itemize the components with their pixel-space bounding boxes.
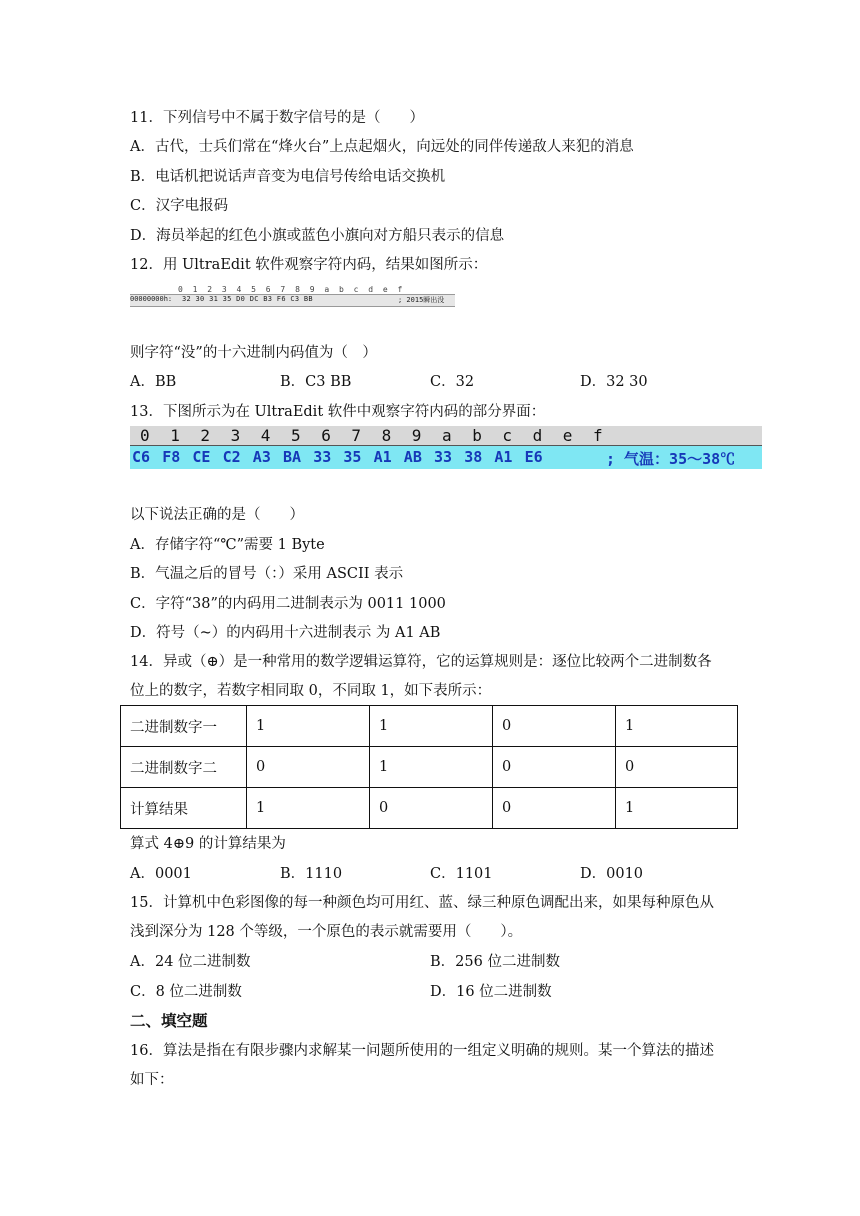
q12-question: 则字符“没”的十六进制内码值为（ ）	[130, 345, 377, 361]
table-cell: 二进制数字一	[121, 706, 247, 747]
table-cell: 1	[370, 747, 493, 788]
q13-hex-byte: C6	[132, 448, 151, 466]
table-cell: 1	[247, 788, 370, 829]
q13-question: 以下说法正确的是（ ）	[130, 507, 304, 523]
q14-question: 算式 4⊕9 的计算结果为	[130, 836, 286, 852]
table-cell: 1	[616, 788, 738, 829]
q12-hex-address: 00000000h:	[130, 295, 173, 303]
q12-option-c: C．32	[430, 374, 475, 390]
xor-table	[120, 705, 738, 829]
q14-option-a: A．0001	[130, 866, 192, 882]
table-cell: 1	[616, 706, 738, 747]
q16-line1: 16．算法是指在有限步骤内求解某一问题所使用的一组定义明确的规则。某一个算法的描述	[130, 1043, 714, 1059]
q15-option-c: C．8 位二进制数	[130, 984, 242, 1000]
table-cell: 0	[616, 747, 738, 788]
table-cell: 计算结果	[121, 788, 247, 829]
q13-hex-index-digit: c	[502, 426, 513, 445]
q13-hex-byte: A3	[252, 448, 271, 466]
q13-hex-index-digit: f	[593, 426, 603, 445]
q14-option-c: C．1101	[430, 866, 493, 882]
q13-hex-index-digit: 2	[200, 426, 211, 445]
q16-line2: 如下：	[130, 1072, 174, 1088]
q14-stem-line2: 位上的数字，若数字相同取 0，不同取 1，如下表所示：	[130, 683, 492, 699]
table-row	[121, 788, 738, 829]
q13-hex-byte: 35	[343, 448, 362, 466]
q13-hex-byte: 38	[464, 448, 483, 466]
q13-option-d: D．符号（~）的内码用十六进制表示 为 A1 AB	[130, 625, 441, 641]
q13-hex-byte: F8	[162, 448, 181, 466]
table-row	[121, 747, 738, 788]
q13-hex-index-digit: a	[442, 426, 452, 445]
q15-option-a: A．24 位二进制数	[130, 954, 251, 970]
q13-hex-index-digit: 8	[381, 426, 392, 445]
q12-option-d: D．32 30	[580, 374, 648, 390]
q12-hex-view	[130, 285, 455, 305]
q13-hex-byte: E6	[524, 448, 543, 466]
q13-hex-byte: A1	[373, 448, 392, 466]
q13-hex-byte: 33	[313, 448, 332, 466]
q13-hex-index-digit: 9	[411, 426, 422, 445]
q15-stem-line2: 浅到深分为 128 个等级，一个原色的表示就需要用（ ）。	[130, 924, 523, 940]
section-title: 二、填空题	[130, 1012, 208, 1030]
q13-hex-byte-row	[130, 445, 762, 469]
q13-hex-index-digit: e	[562, 426, 573, 445]
q14-option-d: D．0010	[580, 866, 644, 882]
q12-option-b: B．C3 BB	[280, 374, 352, 390]
q12-hex-text: ; 2015瞬出没	[398, 296, 445, 304]
q11-stem: 11．下列信号中不属于数字信号的是（ ）	[130, 110, 424, 126]
table-cell: 0	[493, 747, 616, 788]
table-cell: 1	[247, 706, 370, 747]
q13-option-b: B．气温之后的冒号（：）采用 ASCII 表示	[130, 566, 404, 582]
q13-stem: 13．下图所示为在 UltraEdit 软件中观察字符内码的部分界面：	[130, 404, 546, 420]
q13-hex-text: ; 气温：35～38℃	[606, 450, 736, 468]
q13-option-a: A．存储字符“℃”需要 1 Byte	[130, 537, 325, 553]
q15-stem-line1: 15．计算机中色彩图像的每一种颜色均可用红、蓝、绿三种原色调配出来，如果每种原色从	[130, 895, 714, 911]
q13-hex-index-digit: 3	[230, 426, 241, 445]
table-cell: 1	[370, 706, 493, 747]
q13-option-c: C．字符“38”的内码用二进制表示为 0011 1000	[130, 596, 446, 612]
q12-hex-index: 0 1 2 3 4 5 6 7 8 9 a b c d e f	[178, 285, 405, 294]
q13-hex-index-digit: 0	[140, 426, 150, 445]
q13-hex-byte: BA	[283, 448, 302, 466]
q15-option-d: D．16 位二进制数	[430, 984, 552, 1000]
q12-stem: 12．用 UltraEdit 软件观察字符内码，结果如图所示：	[130, 257, 488, 273]
q13-hex-index-digit: 5	[291, 426, 301, 445]
q13-hex-index-digit: b	[472, 426, 482, 445]
table-cell: 0	[370, 788, 493, 829]
q11-option-a: A．古代，士兵们常在“烽火台”上点起烟火，向远处的同伴传递敌人来犯的消息	[130, 139, 634, 155]
q12-hex-bytes: 32 30 31 35 D0 DC B3 F6 C3 BB	[182, 295, 313, 303]
q13-hex-index-digit: d	[532, 426, 543, 445]
q13-hex-index-digit: 7	[351, 426, 362, 445]
q13-hex-index-digit: 1	[170, 426, 180, 445]
q13-hex-view	[130, 426, 762, 468]
table-row	[121, 706, 738, 747]
q13-hex-byte: AB	[403, 448, 422, 466]
q13-hex-byte: A1	[494, 448, 513, 466]
q12-option-a: A．BB	[130, 374, 177, 390]
q11-option-d: D．海员举起的红色小旗或蓝色小旗向对方船只表示的信息	[130, 228, 505, 244]
table-cell: 0	[493, 706, 616, 747]
q15-option-b: B．256 位二进制数	[430, 954, 560, 970]
table-cell: 二进制数字二	[121, 747, 247, 788]
q13-hex-byte: 33	[434, 448, 453, 466]
q11-option-b: B．电话机把说话声音变为电信号传给电话交换机	[130, 169, 446, 185]
table-cell: 0	[493, 788, 616, 829]
q13-hex-index-digit: 6	[321, 426, 331, 445]
q13-hex-index-digit: 4	[260, 426, 271, 445]
q14-stem-line1: 14．异或（⊕）是一种常用的数学逻辑运算符，它的运算规则是：逐位比较两个二进制数各	[130, 654, 712, 670]
table-cell: 0	[247, 747, 370, 788]
q11-option-c: C．汉字电报码	[130, 198, 229, 214]
q13-hex-byte: C2	[222, 448, 241, 466]
q14-option-b: B．1110	[280, 866, 343, 882]
q13-hex-byte: CE	[192, 448, 211, 466]
q13-hex-index-row	[130, 426, 762, 445]
